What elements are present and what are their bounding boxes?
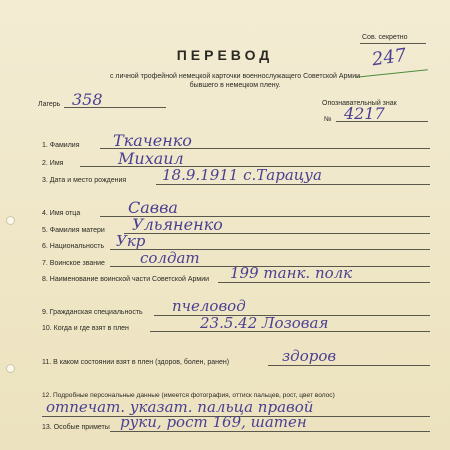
- field-mother-label: 5. Фамилия матери: [42, 227, 105, 234]
- field-capture-label: 10. Когда и где взят в плен: [42, 325, 129, 332]
- field-marks-line: [110, 431, 430, 432]
- field-birth-label: 3. Дата и место рождения: [42, 177, 127, 184]
- field-birth-line: [156, 184, 430, 185]
- field-marks-label: 13. Особые приметы: [42, 424, 110, 431]
- field-condition-label: 11. В каком состоянии взят в плен (здоров, болен, ранен): [42, 359, 230, 366]
- id-mark-number-prefix: №: [324, 116, 332, 123]
- punch-hole-bottom: [6, 364, 15, 373]
- document-number: 247: [370, 44, 408, 71]
- field-father-label: 4. Имя отца: [42, 210, 81, 217]
- field-name-value: Михаил: [118, 149, 184, 168]
- field-mother-value: Ульяненко: [132, 215, 223, 234]
- field-father-value: Савва: [128, 198, 178, 217]
- field-nationality-value: Укр: [116, 232, 146, 250]
- field-birth-value: 18.9.1911 с.Тарацуа: [162, 166, 322, 184]
- camp-value: 358: [72, 90, 103, 109]
- field-capture-value: 23.5.42 Лозовая: [200, 314, 329, 332]
- secret-stamp-underline: [360, 43, 426, 44]
- page-title: ПЕРЕВОД: [176, 47, 274, 63]
- field-unit-line: [218, 282, 430, 283]
- camp-label: Лагерь: [38, 101, 61, 108]
- notes-line1: отпечат. указат. пальца правой: [46, 398, 314, 416]
- field-rank-label: 7. Воинское звание: [42, 260, 105, 267]
- field-surname-value: Ткаченко: [113, 131, 192, 150]
- field-nationality-label: 6. Национальность: [42, 243, 105, 250]
- subtitle-line1: с личной трофейной немецкой карточки военнослужащего Советской Армии: [109, 73, 361, 80]
- field-surname-label: 1. Фамилия: [42, 142, 80, 149]
- field-profession-label: 9. Гражданская специальность: [42, 309, 143, 316]
- subtitle-line2: бывшего в немецком плену.: [189, 82, 281, 89]
- field-name-label: 2. Имя: [42, 160, 64, 167]
- notes-line2: руки, рост 169, шатен: [120, 413, 307, 431]
- field-details-label: 12. Подробные персональные данные (имеется фотография, оттиск пальцев, рост, цвет волос): [42, 392, 335, 399]
- id-mark-label: Опознавательный знак: [322, 100, 397, 107]
- secret-stamp: Сов. секретно: [362, 34, 408, 41]
- field-unit-label: 8. Наименование воинской части Советской Армии: [42, 276, 210, 283]
- id-mark-value: 4217: [344, 104, 385, 123]
- field-profession-value: пчеловод: [172, 297, 246, 315]
- field-condition-line: [268, 365, 430, 366]
- field-unit-value: 199 танк. полк: [230, 264, 353, 282]
- punch-hole-top: [6, 216, 15, 225]
- field-condition-value: здоров: [282, 347, 337, 365]
- field-rank-value: солдат: [140, 249, 200, 267]
